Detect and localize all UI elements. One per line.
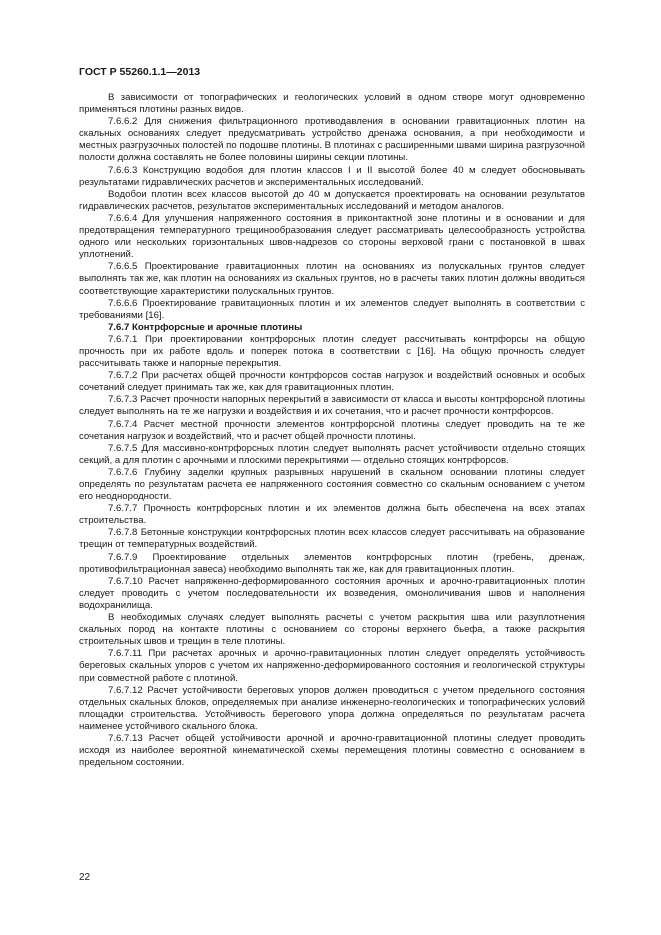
paragraph: 7.6.7.13 Расчет общей устойчивости арочной и арочно-гравитационной плотины следует проводить исходя из наиболее вероятной кинематической схемы перемещения плотины совместно с основанием в предельном состоянии. [79,732,585,769]
paragraph: 7.6.7.7 Прочность контрфорсных плотин и их элементов должна быть обеспечена на всех этапах строительства. [79,503,585,527]
section-heading: 7.6.7 Контрфорсные и арочные плотины [108,321,303,333]
paragraph: В необходимых случаях следует выполнять расчеты с учетом раскрытия шва или разуплотнения скальных пород на контакте плотины с основанием со стороны верхнего бьефа, а также раскрытия строительных швов и трещин в теле плотины. [79,612,585,648]
paragraph: 7.6.7.5 Для массивно-контрфорсных плотин следует выполнять расчет устойчивости отдельно стоящих секций, а для плотин с арочными и плоскими перекрытиями — отдельно стоящих контрфорсов. [79,442,585,466]
paragraph: 7.6.7.12 Расчет устойчивости береговых упоров должен проводиться с учетом предельного состояния отдельных скальных блоков, определяемых при анализе инженерно-геологических и топографических условий площадки строительства. Устойчивость берегового упора должна определяться по результатам расчета наименее устойчивого скального блока. [79,684,585,732]
paragraph: 7.6.6.4 Для улучшения напряженного состояния в приконтактной зоне плотины и в основании и для предотвращения температурного трещинообразования следует рассматривать целесообразность устройства одного или нескольких горизонтальных швов-надрезов со стороны верховой грани с постановкой в швах уплотнений. [79,212,585,261]
paragraph: В зависимости от топографических и геологических условий в одном створе могут одновременно применяться плотины разных видов. [79,92,585,116]
paragraph: Водобои плотин всех классов высотой до 40 м допускается проектировать на основании результатов гидравлических расчетов, результатов экспериментальных исследований и методом аналогов. [79,188,585,212]
paragraph: 7.6.6.2 Для снижения фильтрационного противодавления в основании гравитационных плотин на скальных основаниях следует предусматривать устройство дренажа основания, а при необходимости и местных разгрузочных полостей по подошве плотины. В плотинах с расширенными швами ширина разгрузочной полости должна составлять не более половины ширины секции плотины. [79,116,585,164]
paragraph: 7.6.7.1 При проектировании контрфорсных плотин следует рассчитывать контрфорсы на общую прочность при их работе вдоль и поперек потока в соответствии с [16]. На общую прочность следует рассчитывать также и напорные перекрытия. [79,333,585,370]
paragraph: 7.6.7.6 Глубину заделки крупных разрывных нарушений в скальном основании плотины следует определять по результатам расчета ее напряженного состояния совместно со скальным основанием с учетом его неоднородности. [79,466,585,503]
document-body [79,92,585,769]
paragraph: 7.6.7.11 При расчетах арочных и арочно-гравитационных плотин следует определять устойчивость береговых скальных упоров с учетом их напряженно-деформированного состояния и геологической структуры при совместной работе с плотиной. [79,648,585,684]
paragraph: 7.6.6.3 Конструкцию водобоя для плотин классов I и II высотой более 40 м следует обосновывать результатами гидравлических расчетов и экспериментальных исследований. [79,164,585,188]
paragraph: 7.6.7.2 При расчетах общей прочности контрфорсов состав нагрузок и воздействий основных и особых сочетаний следует принимать так же, как для гравитационных плотин. [79,370,585,394]
paragraph: 7.6.7.10 Расчет напряженно-деформированного состояния арочных и арочно-гравитационных плотин следует проводить с учетом последовательности их возведения, омоноличивания швов и наполнения водохранилища. [79,575,585,611]
paragraph: 7.6.7.9 Проектирование отдельных элементов контрфорсных плотин (гребень, дренаж, противофильтрационная завеса) необходимо выполнять так же, как для гравитационных плотин. [79,551,585,575]
paragraph: 7.6.6.5 Проектирование гравитационных плотин на основаниях из полускальных грунтов следует выполнять так же, как плотин на основаниях из скальных грунтов, но в расчеты таких плотин должны вводиться соответствующие характеристики полускальных грунтов. [79,261,585,297]
paragraph: 7.6.6.6 Проектирование гравитационных плотин и их элементов следует выполнять в соответствии с требованиями [16]. [79,297,585,321]
paragraph: 7.6.7.3 Расчет прочности напорных перекрытий в зависимости от класса и высоты контрфорсной плотины следует выполнять на те же нагрузки и воздействия и их сочетания, что и расчет прочности контрфорсов. [79,394,585,418]
document-header: ГОСТ Р 55260.1.1—2013 [79,66,201,78]
paragraph: 7.6.7.8 Бетонные конструкции контрфорсных плотин всех классов следует рассчитывать на образование трещин от температурных воздействий. [79,527,585,551]
page-number: 22 [79,872,91,883]
paragraph: 7.6.7.4 Расчет местной прочности элементов контрфорсной плотины следует проводить на те же сочетания нагрузок и воздействий, что и расчет общей прочности плотины. [79,418,585,442]
